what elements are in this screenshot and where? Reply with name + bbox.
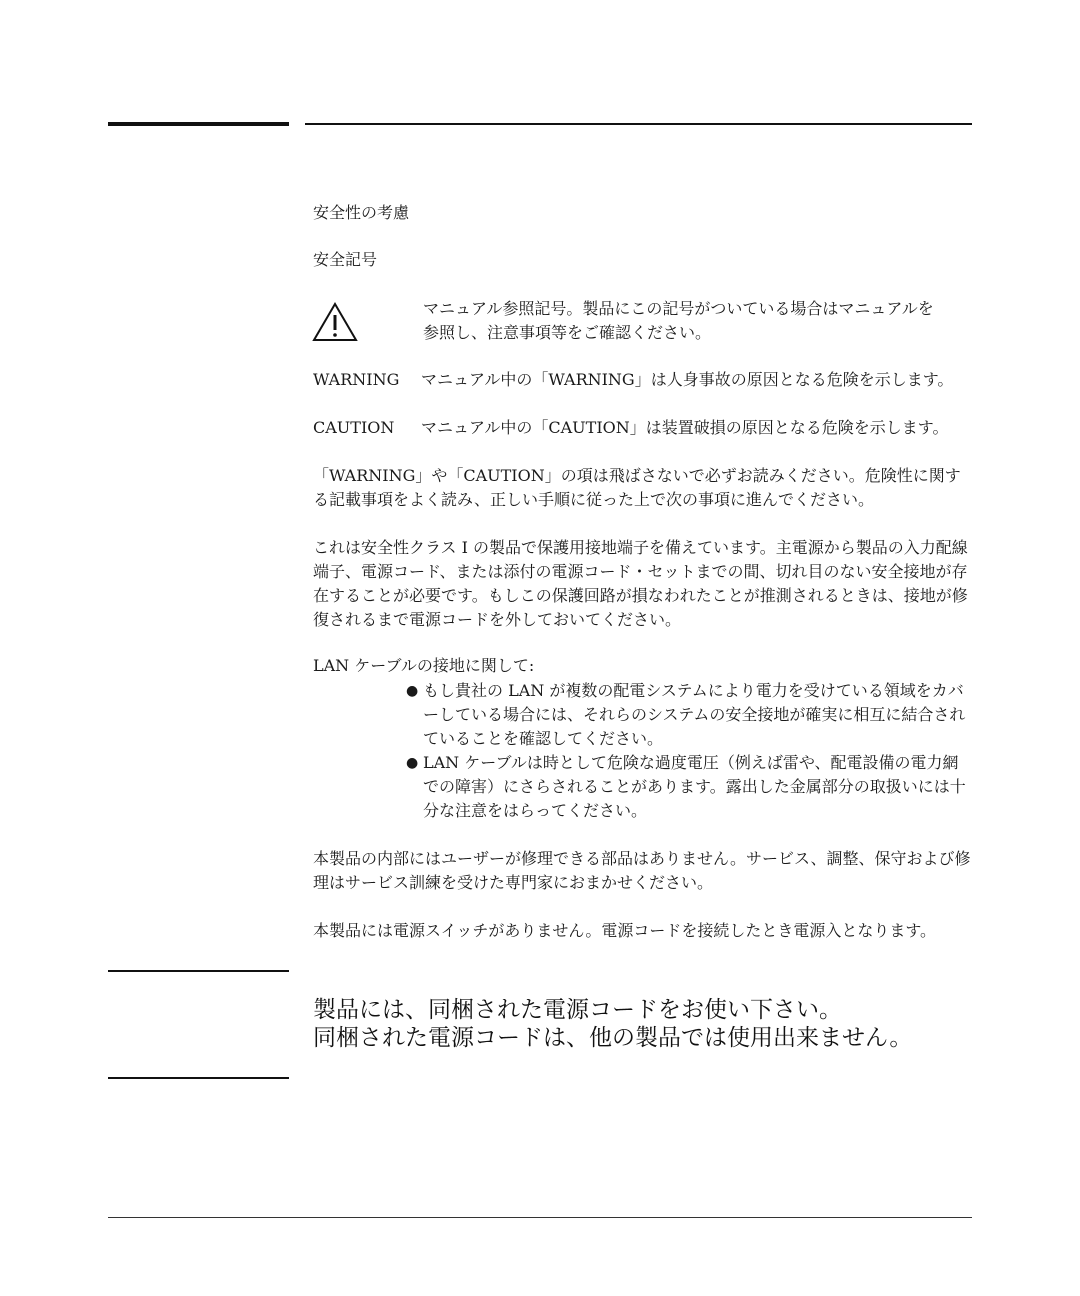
power-paragraph: 本製品には電源スイッチがありません。電源コードを接続したとき電源入となります。 bbox=[313, 921, 937, 940]
page-title: 安全性の考慮 bbox=[313, 203, 410, 222]
service-paragraph: 本製品の内部にはユーザーが修理できる部品はありません。サービス、調整、保守および修理はサービス訓練を受けた専門家におまかせください。 bbox=[313, 849, 971, 892]
footer-rule bbox=[108, 1217, 972, 1218]
safety-class-paragraph: これは安全性クラス I の製品で保護用接地端子を備えています。主電源から製品の入力配線端子、電源コード、または添付の電源コード・セットまでの間、切れ目のない安全接地が存在することが必要です。もしこの保護回路が損なわれたことが推測されるときは、接地が修復されるまで電源コードを外しておいてください。 bbox=[313, 538, 968, 629]
notice-line-2: 同梱された電源コードは、他の製品では使用出来ません。 bbox=[313, 1025, 913, 1051]
lan-heading: LAN ケーブルの接地に関して: bbox=[313, 656, 535, 675]
notice-rule-top bbox=[108, 970, 289, 972]
lan-bullet-item: LAN ケーブルは時として危険な過度電圧（例えば雷や、配電設備の電力網での障害）にさらされることがあります。露出した金属部分の取扱いには十分な注意をはらってください。 bbox=[423, 753, 966, 820]
warning-description: マニュアル中の「WARNING」は人身事故の原因となる危険を示します。 bbox=[421, 370, 954, 389]
bullet-dot-icon: ● bbox=[406, 683, 419, 699]
header-rule-left bbox=[108, 122, 289, 126]
warning-caution-paragraph: 「WARNING」や「CAUTION」の項は飛ばさないで必ずお読みください。危険性に関する記載事項をよく読み、正しい手順に従った上で次の事項に進んでください。 bbox=[313, 466, 961, 509]
header-rule-right bbox=[305, 123, 972, 125]
symbol-description: マニュアル参照記号。製品にこの記号がついている場合はマニュアルを参照し、注意事項等をご確認ください。 bbox=[423, 299, 934, 342]
warning-label: WARNING bbox=[313, 370, 400, 389]
bullet-dot-icon: ● bbox=[406, 755, 419, 771]
notice-rule-bottom bbox=[108, 1077, 289, 1079]
notice-line-1: 製品には、同梱された電源コードをお使い下さい。 bbox=[313, 997, 842, 1023]
caution-label: CAUTION bbox=[313, 418, 395, 437]
lan-bullet-item: もし貴社の LAN が複数の配電システムにより電力を受けている領域をカバーしている場合には、それらのシステムの安全接地が確実に相互に結合されていることを確認してください。 bbox=[423, 681, 966, 748]
section-subtitle: 安全記号 bbox=[313, 250, 378, 269]
power-cord-notice bbox=[313, 996, 973, 1052]
caution-description: マニュアル中の「CAUTION」は装置破損の原因となる危険を示します。 bbox=[421, 418, 949, 437]
warning-triangle-icon bbox=[312, 302, 358, 342]
